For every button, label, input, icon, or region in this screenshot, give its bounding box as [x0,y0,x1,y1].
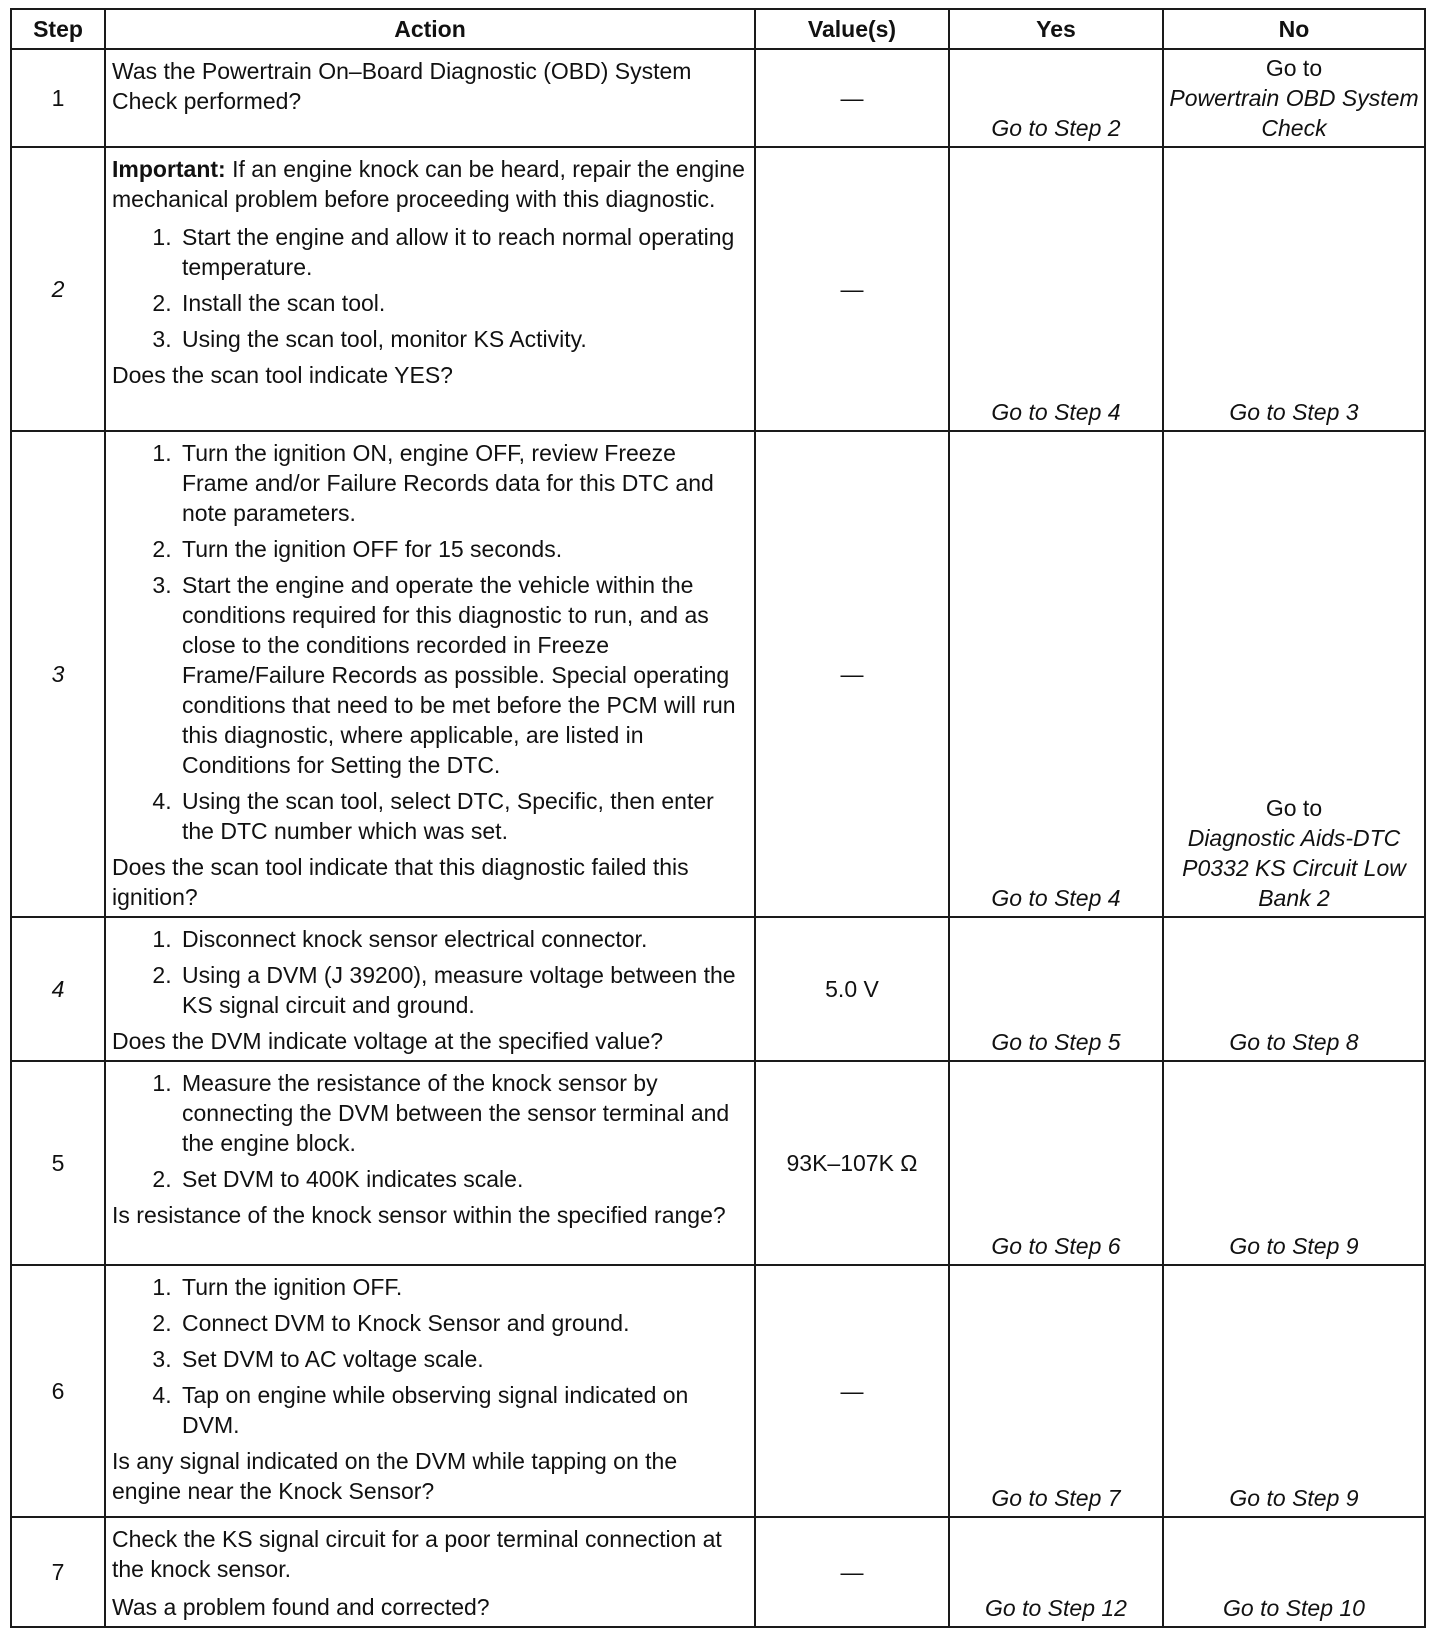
header-yes: Yes [949,9,1163,49]
list-item: 1. Measure the resistance of the knock sensor by connecting the DVM between the sensor terminal and the engine block. [178,1068,748,1158]
no-link[interactable]: Go to Step 9 [1163,1265,1425,1517]
important-text: If an engine knock can be heard, repair the engine mechanical problem before proceeding with this diagnostic. [112,156,745,212]
action-cell [105,147,755,431]
table-row-step-3 [11,431,1425,917]
yes-link[interactable]: Go to Step 12 [949,1517,1163,1627]
action-cell [105,917,755,1061]
action-cell [105,431,755,917]
list-item: 3. Start the engine and operate the vehicle within the conditions required for this diagnostic to run, and as close to the conditions recorded in Freeze Frame/Failure Records as possible. Special operating conditions that need to be met before the PCM will run this diagnostic, where applicable, are listed in Conditions for Setting the DTC. [178,570,748,780]
step-number: 6 [11,1265,105,1517]
value-cell: — [755,147,949,431]
value-cell: — [755,431,949,917]
step-number: 4 [11,917,105,1061]
yes-link[interactable]: Go to Step 2 [949,49,1163,147]
list-item: 2. Set DVM to 400K indicates scale. [178,1164,748,1194]
list-item: 2. Using a DVM (J 39200), measure voltage between the KS signal circuit and ground. [178,960,748,1020]
table-row-step-7 [11,1517,1425,1627]
table-row-step-6 [11,1265,1425,1517]
list-item: 2. Turn the ignition OFF for 15 seconds. [178,534,748,564]
table-row-step-2 [11,147,1425,431]
yes-link[interactable]: Go to Step 4 [949,431,1163,917]
no-cell [1163,431,1425,917]
no-cell [1163,49,1425,147]
table-row-step-5 [11,1061,1425,1265]
instruction-list [112,1068,748,1194]
list-item: 1. Start the engine and allow it to reach normal operating temperature. [178,222,748,282]
table-row-step-1 [11,49,1425,147]
no-prefix: Go to [1265,55,1323,81]
value-cell: — [755,1265,949,1517]
important-label: Important: [112,156,226,182]
question-text: Does the scan tool indicate that this diagnostic failed this ignition? [112,854,689,910]
step-number: 2 [11,147,105,431]
value-cell: — [755,1517,949,1627]
no-link[interactable]: Go to Step 10 [1163,1517,1425,1627]
question-text: Is resistance of the knock sensor within the specified range? [112,1202,726,1228]
instruction-list [112,438,748,846]
diagnostic-table-page [10,8,1424,1628]
header-step: Step [11,9,105,49]
value-cell: 5.0 V [755,917,949,1061]
instruction-list [112,924,748,1020]
table-row-step-4 [11,917,1425,1061]
step-number: 3 [11,431,105,917]
question-text: Was a problem found and corrected? [112,1594,490,1620]
list-item: 2. Connect DVM to Knock Sensor and ground. [178,1308,748,1338]
diagnostic-table [10,8,1426,1628]
question-text: Does the scan tool indicate YES? [112,362,453,388]
no-link[interactable]: Go to Step 3 [1163,147,1425,431]
header-values: Value(s) [755,9,949,49]
instruction-list [112,222,748,354]
header-action: Action [105,9,755,49]
no-link[interactable]: Go to Step 8 [1163,917,1425,1061]
list-item: 1. Disconnect knock sensor electrical connector. [178,924,748,954]
list-item: 1. Turn the ignition ON, engine OFF, review Freeze Frame and/or Failure Records data for this DTC and note parameters. [178,438,748,528]
list-item: 2. Install the scan tool. [178,288,748,318]
yes-link[interactable]: Go to Step 4 [949,147,1163,431]
step-number: 5 [11,1061,105,1265]
value-cell: — [755,49,949,147]
no-prefix: Go to [1265,795,1323,821]
action-cell [105,1517,755,1627]
action-cell [105,1061,755,1265]
step-number: 7 [11,1517,105,1627]
question-text: Does the DVM indicate voltage at the specified value? [112,1028,664,1054]
list-item: 4. Using the scan tool, select DTC, Specific, then enter the DTC number which was set. [178,786,748,846]
question-text: Is any signal indicated on the DVM while tapping on the engine near the Knock Sensor? [112,1448,678,1504]
no-link[interactable]: Powertrain OBD System Check [1169,85,1419,141]
no-link[interactable]: Go to Step 9 [1163,1061,1425,1265]
yes-link[interactable]: Go to Step 5 [949,917,1163,1061]
list-item: 4. Tap on engine while observing signal indicated on DVM. [178,1380,748,1440]
step-number: 1 [11,49,105,147]
yes-link[interactable]: Go to Step 6 [949,1061,1163,1265]
action-text: Was the Powertrain On–Board Diagnostic (OBD) System Check performed? [112,58,692,114]
instruction-list [112,1272,748,1440]
value-cell: 93K–107K Ω [755,1061,949,1265]
action-text: Check the KS signal circuit for a poor terminal connection at the knock sensor. [112,1526,722,1582]
yes-link[interactable]: Go to Step 7 [949,1265,1163,1517]
header-row [11,9,1425,49]
list-item: 3. Set DVM to AC voltage scale. [178,1344,748,1374]
header-no: No [1163,9,1425,49]
action-cell [105,49,755,147]
list-item: 3. Using the scan tool, monitor KS Activity. [178,324,748,354]
list-item: 1. Turn the ignition OFF. [178,1272,748,1302]
important-note [112,154,748,214]
no-link[interactable]: Diagnostic Aids-DTC P0332 KS Circuit Low Bank 2 [1182,825,1406,911]
action-cell [105,1265,755,1517]
